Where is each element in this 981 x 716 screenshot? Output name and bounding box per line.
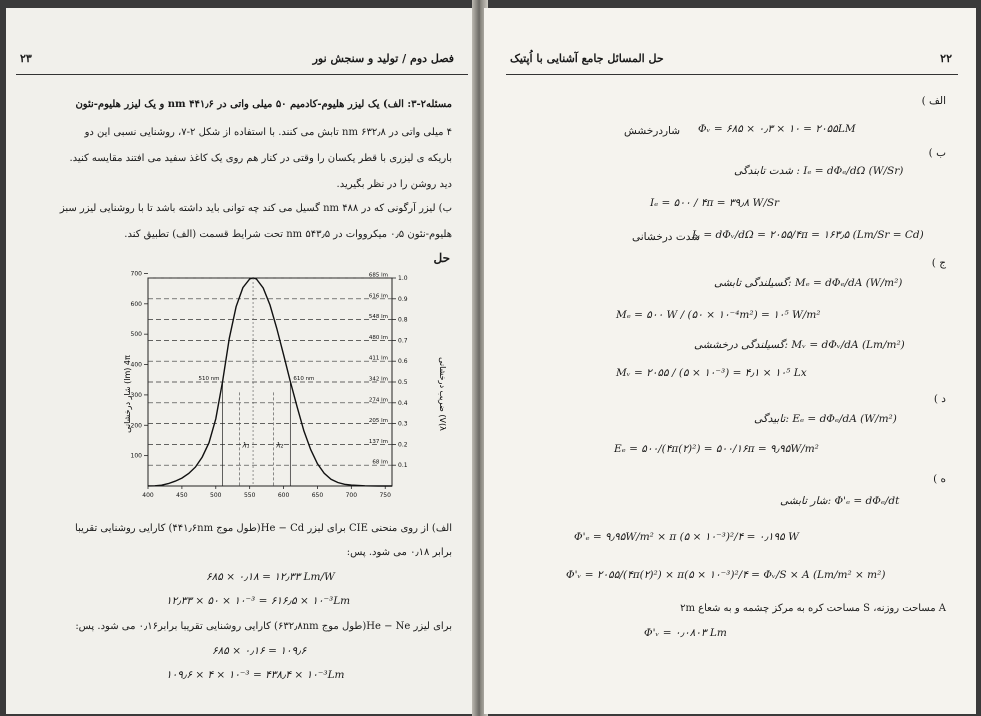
reference-line-label: 68 lm bbox=[372, 459, 388, 466]
answer-eq-2: ۱۲٫۳۳ × ۵۰ × ۱۰⁻³ = ۶۱۶٫۵ × ۱۰⁻³Lm bbox=[166, 595, 351, 607]
x-axis-tick-label: 500 bbox=[210, 492, 222, 499]
x-axis-tick-label: 750 bbox=[379, 492, 391, 499]
part-b-definition: شدت تابندگی : Iₑ = dΦₑ/dΩ (W/Sr) bbox=[734, 165, 904, 177]
reference-line-label: 137 lm bbox=[368, 438, 388, 445]
part-c-definition: گسیلندگی تابشی: Mₑ = dΦₑ/dA (W/m²) bbox=[714, 277, 903, 289]
reference-line-label: 411 lm bbox=[368, 355, 388, 362]
problem-line-2: ۴ میلی واتی در ۶۳۲٫۸ nm تابش می کنند. با استفاده از شکل ۲-۷، روشنایی نسبی این دو bbox=[84, 127, 452, 138]
reference-line-label: 274 lm bbox=[368, 397, 388, 404]
half-width-label: 510 nm bbox=[198, 376, 220, 382]
right-header-rule bbox=[506, 74, 958, 75]
part-b-equation-1: Iₑ = ۵۰۰ / ۴π = ۳۹٫۸ W/Sr bbox=[650, 197, 780, 209]
reference-line-label: 480 lm bbox=[368, 334, 388, 341]
right-axis-tick-label: 0.3 bbox=[398, 420, 408, 428]
left-axis-tick-label: 500 bbox=[130, 331, 142, 339]
solution-label: حل bbox=[433, 251, 450, 265]
right-axis-tick-label: 0.2 bbox=[398, 441, 408, 449]
right-axis-tick-label: 0.7 bbox=[398, 337, 408, 345]
part-d-equation: Eₑ = ۵۰۰/(۴π(۲)²) = ۵۰۰/۱۶π = ۹٫۹۵W/m² bbox=[614, 443, 819, 455]
x-axis-tick-label: 600 bbox=[277, 492, 290, 499]
right-axis-tick-label: 0.8 bbox=[398, 316, 408, 324]
part-a-label: الف ) bbox=[921, 95, 946, 107]
right-axis-tick-label: 0.5 bbox=[398, 379, 408, 386]
problem-line-1: مسئله۲-۳: الف) یک لیزر هلیوم-کادمیم ۵۰ میلی واتی در ۴۴۱٫۶ nm و یک لیزر هلیوم-نئون bbox=[75, 99, 452, 110]
answer-eq-4: ۱۰۹٫۶ × ۴ × ۱۰⁻³ = ۴۳۸٫۴ × ۱۰⁻³Lm bbox=[166, 669, 345, 681]
right-axis-tick-label: 0.4 bbox=[398, 399, 408, 407]
right-axis-tick-label: 0.9 bbox=[398, 295, 408, 303]
part-d-definition: تابیدگی: Eₑ = dΦₑ/dA (W/m²) bbox=[754, 413, 897, 425]
left-axis-tick-label: 700 bbox=[130, 270, 142, 278]
left-axis-tick-label: 600 bbox=[130, 300, 142, 308]
left-axis-tick-label: 100 bbox=[130, 452, 142, 460]
left-header-rule bbox=[16, 74, 468, 75]
part-a-label-text: شاردرخشش bbox=[624, 125, 681, 137]
right-page bbox=[484, 8, 976, 714]
part-e-definition: شار تابشی: Φ'ₑ = dΦₑ/dt bbox=[780, 495, 900, 507]
chart-labels bbox=[131, 270, 408, 499]
right-axis-tick-label: 0.6 bbox=[398, 358, 408, 366]
left-axis-tick-label: 300 bbox=[130, 391, 142, 399]
chart-grid bbox=[148, 278, 392, 486]
reference-line-label: 548 lm bbox=[368, 314, 388, 321]
reference-line-label: 205 lm bbox=[368, 418, 388, 425]
right-page-number: ۲۲ bbox=[940, 52, 952, 65]
problem-line-4: دید روشن را در نظر بگیرید. bbox=[336, 179, 452, 190]
answer-eq-1: ۶۸۵ × ۰٫۱۸ = ۱۲٫۳۳ Lm/W bbox=[206, 571, 335, 583]
answer-line-1: الف) از روی منحنی CIE برای لیزر He − Cd(طول موج ۴۴۱٫۶nm) کارایی روشنایی تقریبا bbox=[75, 523, 452, 534]
x-axis-tick-label: 650 bbox=[311, 492, 324, 499]
luminous-efficiency-chart bbox=[114, 266, 454, 506]
left-axis-tick-label: 400 bbox=[130, 361, 142, 369]
x-axis-tick-label: 450 bbox=[176, 492, 188, 499]
answer-eq-3: ۶۸۵ × ۰٫۱۶ = ۱۰۹٫۶ bbox=[212, 645, 307, 657]
problem-line-5: ب) لیزر آرگونی که در ۴۸۸ nm گسیل می کند چه توانی باید داشته باشد تا با روشنایی لیزر سبز bbox=[59, 203, 452, 214]
x-axis-tick-label: 550 bbox=[243, 492, 256, 499]
part-e-note: A مساحت روزنه، S مساحت کره به مرکز چشمه و به شعاع ۲m bbox=[680, 603, 946, 614]
part-e-label: ه ) bbox=[933, 473, 946, 485]
x-axis-tick-label: 400 bbox=[142, 492, 154, 499]
part-e-equation-1: Φ'ₑ = ۹٫۹۵W/m² × π (۵ × ۱۰⁻³)²/۴ = ۰٫۱۹۵ W bbox=[574, 531, 799, 543]
part-b-label-text: شدت درخشانی bbox=[632, 231, 701, 243]
part-c-label: ج ) bbox=[931, 257, 946, 269]
problem-line-6: هلیوم-نئون ۰٫۵ میکرووات در ۵۴۳٫۵ nm تحت شرایط قسمت (الف) تطبیق کند. bbox=[124, 229, 452, 240]
lambda-marker-label: λ₁ bbox=[242, 441, 250, 450]
left-page-header-title: فصل دوم / تولید و سنجش نور bbox=[312, 52, 454, 65]
y-axis-label-right: ضریب درخشانی (V(λ bbox=[438, 357, 447, 431]
part-d-label: د ) bbox=[933, 393, 946, 405]
part-e-equation-2: Φ'ᵥ = ۲۰۵۵/(۴π(۲)²) × π(۵ × ۱۰⁻³)²/۴ = Φᵥ/S × A (Lm/m² × m²) bbox=[566, 569, 886, 581]
right-page-header-title: حل المسائل جامع آشنایی با اُپتیک bbox=[510, 52, 664, 65]
reference-line-label: 685 lm bbox=[368, 272, 388, 279]
part-b-label: ب ) bbox=[928, 147, 946, 159]
left-page bbox=[6, 8, 476, 714]
half-width-label: 610 nm bbox=[293, 376, 315, 382]
lambda-marker-label: λ₂ bbox=[276, 441, 284, 450]
right-axis-tick-label: 1.0 bbox=[398, 275, 408, 282]
right-axis-tick-label: 0.1 bbox=[398, 462, 408, 470]
left-page-number: ۲۳ bbox=[20, 52, 32, 65]
part-c-equation-2: Mᵥ = ۲۰۵۵ / (۵ × ۱۰⁻³) = ۴٫۱ × ۱۰⁵ Lx bbox=[616, 367, 807, 379]
left-axis-tick-label: 200 bbox=[130, 422, 142, 430]
part-c-definition-2: گسیلندگی درخششی: Mᵥ = dΦᵥ/dA (Lm/m²) bbox=[694, 339, 905, 351]
part-b-equation-2: Iᵥ = dΦᵥ/dΩ = ۲۰۵۵/۴π = ۱۶۳٫۵ (Lm/Sr = Cd) bbox=[692, 229, 924, 241]
problem-line-3: باریکه ی لیزری با قطر یکسان را وقتی در کنار هم روی یک کاغذ سفید می افتند مقایسه کنید. bbox=[69, 153, 452, 164]
part-a-equation: Φᵥ = ۶۸۵ × ۰٫۳ × ۱۰ = ۲۰۵۵LM bbox=[698, 123, 856, 135]
part-c-equation-1: Mₑ = ۵۰۰ W / (۵۰ × ۱۰⁻⁴m²) = ۱۰⁵ W/m² bbox=[616, 309, 821, 321]
reference-line-label: 616 lm bbox=[368, 293, 388, 300]
answer-line-2: برابر ۰٫۱۸ می شود. پس: bbox=[346, 547, 452, 558]
y-axis-label-left: شار درخشانی (lm) 4π bbox=[123, 355, 132, 433]
reference-line-label: 342 lm bbox=[368, 376, 388, 383]
part-e-result: Φ'ᵥ = ۰٫۰۸۰۳ Lm bbox=[644, 627, 727, 639]
x-axis-tick-label: 700 bbox=[345, 492, 358, 499]
answer-line-3: برای لیزر He − Ne(طول موج ۶۳۲٫۸nm) کارایی روشنایی تقریبا برابر۰٫۱۶ می شود. پس: bbox=[75, 621, 452, 632]
